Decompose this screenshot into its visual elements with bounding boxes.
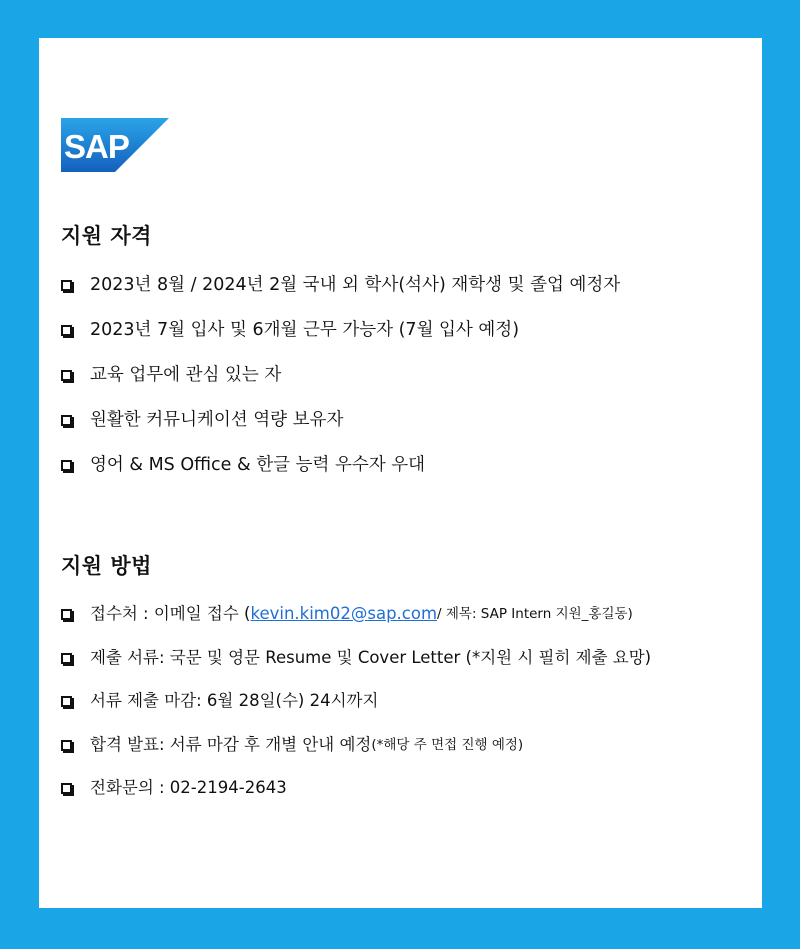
flyer-card (39, 38, 762, 908)
list-item: 교육 업무에 관심 있는 자 (61, 363, 620, 408)
list-item: 2023년 8월 / 2024년 2월 국내 외 학사(석사) 재학생 및 졸업 예정자 (61, 273, 620, 318)
checkbox-icon (61, 696, 72, 707)
checkbox-icon (61, 609, 72, 620)
section-title-qualifications: 지원 자격 (61, 224, 152, 248)
checkbox-icon (61, 415, 72, 426)
checkbox-icon (61, 325, 72, 336)
list-item: 합격 발표: 서류 마감 후 개별 안내 예정 (*해당 주 면접 진행 예정) (61, 733, 651, 777)
checkbox-icon (61, 280, 72, 291)
sap-logo (61, 118, 169, 172)
email-link[interactable]: kevin.kim02@sap.com (250, 604, 438, 623)
checkbox-icon (61, 740, 72, 751)
application-list (61, 602, 651, 820)
checkbox-icon (61, 370, 72, 381)
list-item: 접수처 : 이메일 접수 ( kevin.kim02@sap.com / 제목: SAP Intern 지원_홍길동) (61, 602, 651, 646)
list-item: 2023년 7월 입사 및 6개월 근무 가능자 (7월 입사 예정) (61, 318, 620, 363)
checkbox-icon (61, 653, 72, 664)
list-item: 제출 서류: 국문 및 영문 Resume 및 Cover Letter (*지원 시 필히 제출 요망) (61, 646, 651, 690)
list-item: 전화문의 : 02-2194-2643 (61, 776, 651, 820)
list-item: 서류 제출 마감: 6월 28일(수) 24시까지 (61, 689, 651, 733)
checkbox-icon (61, 460, 72, 471)
section-title-application: 지원 방법 (61, 554, 152, 578)
qualifications-list (61, 273, 620, 498)
list-item: 원활한 커뮤니케이션 역량 보유자 (61, 408, 620, 453)
list-item: 영어 & MS Office & 한글 능력 우수자 우대 (61, 453, 620, 498)
checkbox-icon (61, 783, 72, 794)
sap-logo-text: SAP (64, 128, 129, 165)
